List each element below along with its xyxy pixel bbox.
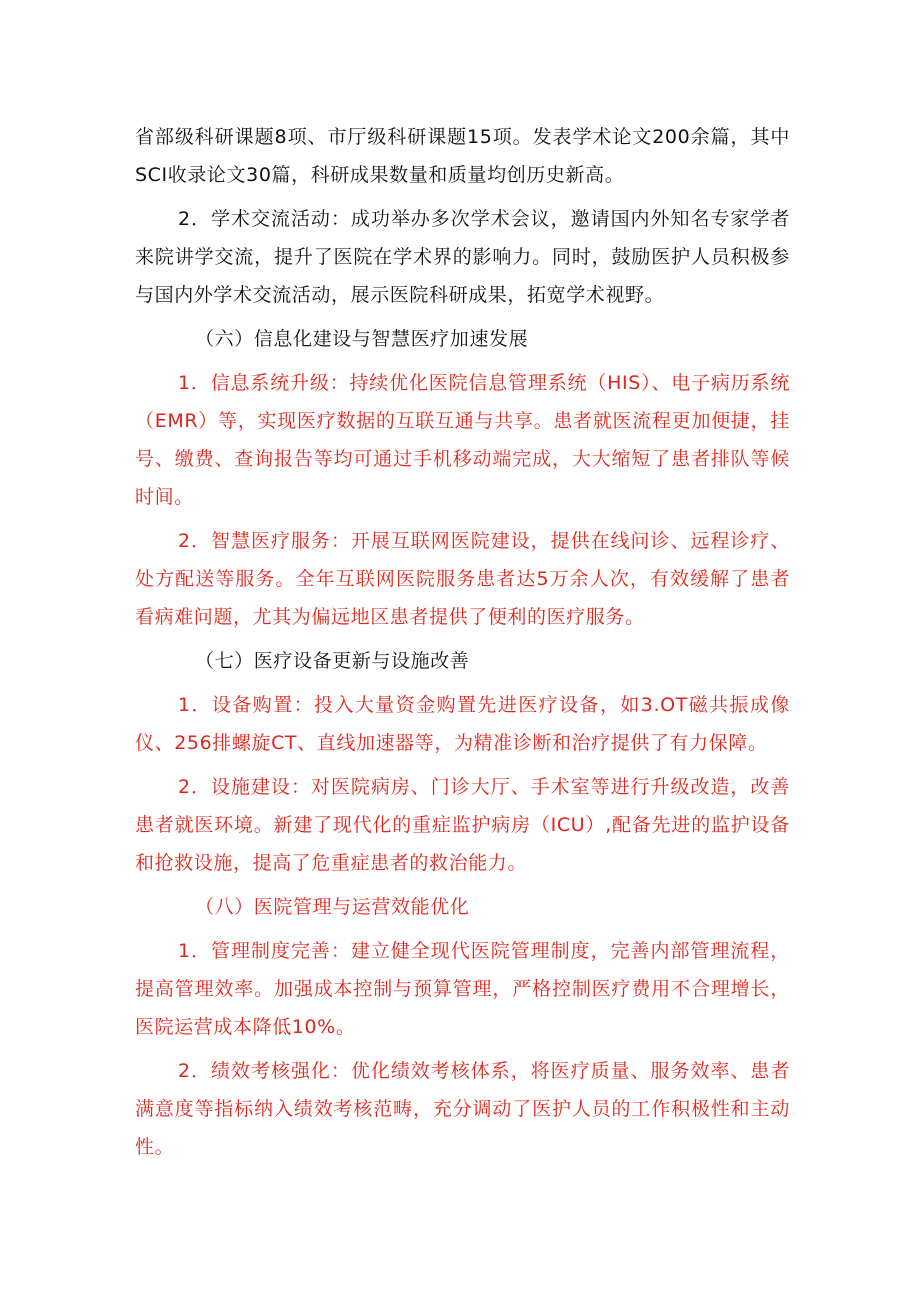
section-heading-informatization: （六）信息化建设与智慧医疗加速发展 xyxy=(195,328,529,350)
section-heading-management: （八）医院管理与运营效能优化 xyxy=(195,896,470,918)
paragraph-smart-medical-service: 2．智慧医疗服务：开展互联网医院建设，提供在线问诊、远程诊疗、处方配送等服务。全年互联网医院服务患者达5万余人次，有效缓解了患者看病难问题，尤其为偏远地区患者提供了便利的医疗服务。 xyxy=(135,530,790,628)
paragraph-performance-assessment: 2．绩效考核强化：优化绩效考核体系，将医疗质量、服务效率、患者满意度等指标纳入绩效考核范畴，充分调动了医护人员的工作积极性和主动性。 xyxy=(135,1060,790,1158)
document-body xyxy=(135,118,790,1166)
section-heading-equipment: （七）医疗设备更新与设施改善 xyxy=(195,650,470,672)
paragraph-information-system-upgrade: 1．信息系统升级：持续优化医院信息管理系统（HIS）、电子病历系统（EMR）等，实现医疗数据的互联互通与共享。患者就医流程更加便捷，挂号、缴费、查询报告等均可通过手机移动端完成，大大缩短了患者排队等候时间。 xyxy=(135,372,790,508)
paragraph-management-system: 1．管理制度完善：建立健全现代医院管理制度，完善内部管理流程，提高管理效率。加强成本控制与预算管理，严格控制医疗费用不合理增长，医院运营成本降低10%。 xyxy=(135,940,790,1038)
paragraph-equipment-purchase: 1．设备购置：投入大量资金购置先进医疗设备，如3.OT磁共振成像仪、256排螺旋CT、直线加速器等，为精准诊断和治疗提供了有力保障。 xyxy=(135,694,790,754)
paragraph-facility-construction: 2．设施建设：对医院病房、门诊大厅、手术室等进行升级改造，改善患者就医环境。新建了现代化的重症监护病房（ICU）,配备先进的监护设备和抢救设施，提高了危重症患者的救治能力。 xyxy=(135,776,790,874)
paragraph-research-results: 省部级科研课题8项、市厅级科研课题15项。发表学术论文200余篇，其中SCI收录论文30篇，科研成果数量和质量均创历史新高。 xyxy=(135,126,790,186)
paragraph-academic-exchange: 2．学术交流活动：成功举办多次学术会议，邀请国内外知名专家学者来院讲学交流，提升了医院在学术界的影响力。同时，鼓励医护人员积极参与国内外学术交流活动，展示医院科研成果，拓宽学术视野。 xyxy=(135,208,790,306)
